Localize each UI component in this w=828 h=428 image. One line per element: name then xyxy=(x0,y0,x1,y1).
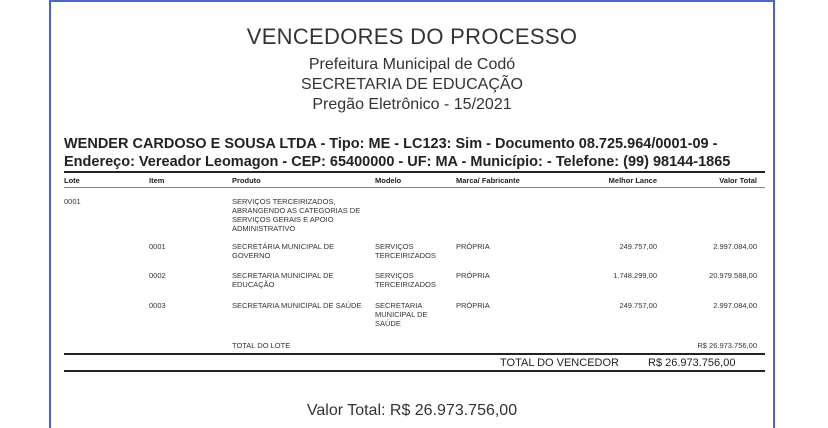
col-header-valor-total: Valor Total xyxy=(719,176,757,185)
col-header-modelo: Modelo xyxy=(375,176,402,185)
grand-total: Valor Total: R$ 26.973.756,00 xyxy=(306,402,518,419)
item-valor-total: 2.997.084,00 xyxy=(713,242,757,251)
col-header-lote: Lote xyxy=(64,176,80,185)
item-melhor-lance: 1.748.299,00 xyxy=(613,271,657,280)
item-produto: SECRETARIA MUNICIPAL DE SAÚDE xyxy=(232,301,362,310)
item-modelo: SERVIÇOS TERCEIRIZADOS xyxy=(375,271,436,289)
item-marca: PRÓPRIA xyxy=(456,242,490,251)
item-marca: PRÓPRIA xyxy=(456,301,490,310)
lot-total-divider xyxy=(64,353,765,355)
item-valor-total: 20.979.588,00 xyxy=(709,271,757,280)
lot-total-value: R$ 26.973.756,00 xyxy=(697,341,757,350)
item-melhor-lance: 249.757,00 xyxy=(619,301,657,310)
item-modelo: SECRETARIA MUNICIPAL DE SAÚDE xyxy=(375,301,428,328)
lot-total-label: TOTAL DO LOTE xyxy=(232,341,291,350)
item-number: 0001 xyxy=(149,242,166,251)
department-line: SECRETARIA DE EDUCAÇÃO xyxy=(301,76,523,93)
municipality-line: Prefeitura Municipal de Codó xyxy=(308,56,516,73)
item-marca: PRÓPRIA xyxy=(456,271,490,280)
lot-number: 0001 xyxy=(64,197,81,206)
col-header-produto: Produto xyxy=(232,176,261,185)
col-header-marca: Marca/ Fabricante xyxy=(456,176,520,185)
col-header-melhor-lance: Melhor Lance xyxy=(608,176,657,185)
item-number: 0002 xyxy=(149,271,166,280)
lot-description: SERVIÇOS TERCEIRIZADOS, ABRANGENDO AS CATEGORIAS DE SERVIÇOS GERAIS E APOIO ADMINISTRATIVO xyxy=(232,197,361,233)
item-produto: SECRETÁRIA MUNICIPAL DE GOVERNO xyxy=(232,242,335,260)
item-melhor-lance: 249.757,00 xyxy=(619,242,657,251)
company-info xyxy=(64,135,765,171)
item-valor-total: 2.997.084,00 xyxy=(713,301,757,310)
tender-line: Pregão Eletrônico - 15/2021 xyxy=(312,96,512,113)
company-line-2: Endereço: Vereador Leomagon - CEP: 65400000 - UF: MA - Município: - Telefone: (99) 98144-1865 xyxy=(64,154,731,170)
vendor-total-divider xyxy=(64,370,765,372)
company-line-1: WENDER CARDOSO E SOUSA LTDA - Tipo: ME - LC123: Sim - Documento 08.725.964/0001-09 - xyxy=(64,136,718,152)
page-title: VENCEDORES DO PROCESSO xyxy=(246,24,578,49)
col-header-item: Item xyxy=(149,176,165,185)
vendor-total-value: R$ 26.973.756,00 xyxy=(648,357,736,369)
item-modelo: SERVIÇOS TERCEIRIZADOS xyxy=(375,242,436,260)
item-produto: SECRETARIA MUNICIPAL DE EDUCAÇÃO xyxy=(232,271,334,289)
header-divider xyxy=(64,187,765,188)
item-number: 0003 xyxy=(149,301,166,310)
document-page xyxy=(49,0,775,428)
vendor-total-label: TOTAL DO VENCEDOR xyxy=(500,357,619,369)
company-divider xyxy=(64,171,765,173)
